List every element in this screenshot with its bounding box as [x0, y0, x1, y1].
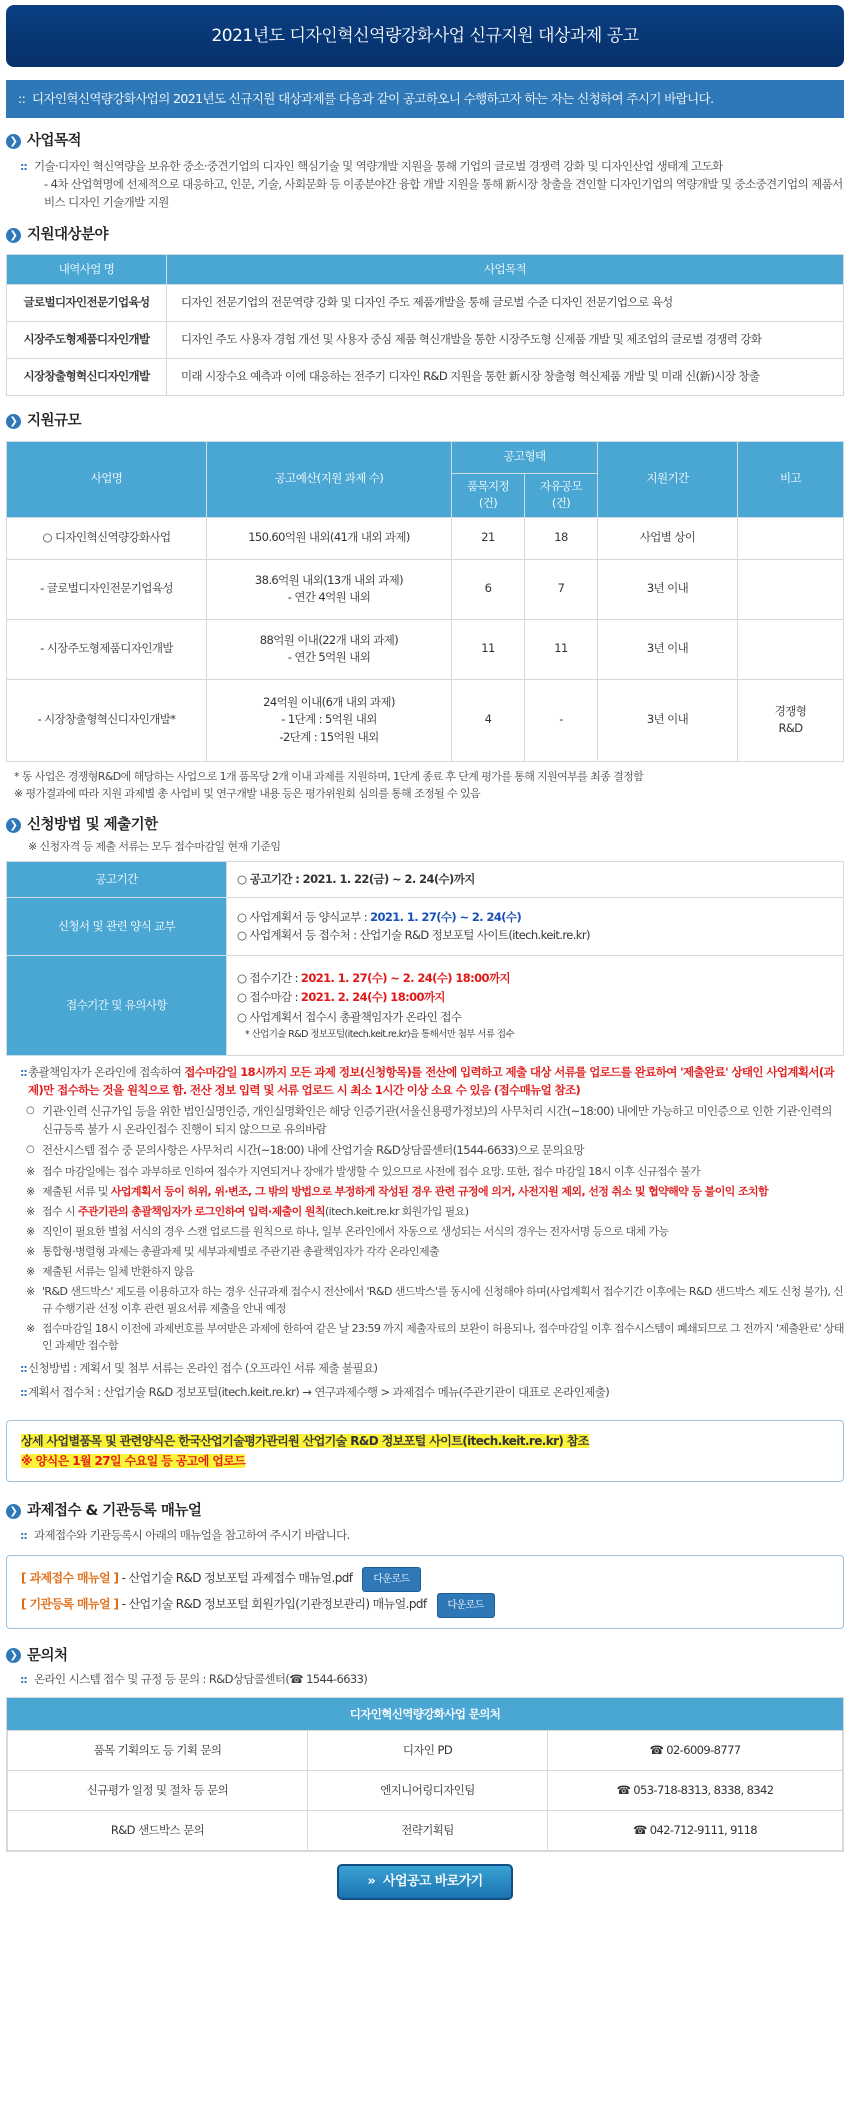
announcement-link-button[interactable]: [337, 1864, 513, 1900]
date-value: 2021. 2. 24(수) 18:00까지: [300, 990, 445, 1005]
table-cell: [738, 517, 844, 559]
chevron-right-icon: ❯: [6, 134, 21, 149]
table-header: 신청서 및 관련 양식 교부: [7, 898, 227, 956]
table-cell: [738, 619, 844, 679]
apply-sub: ※ 신청자격 등 제출 서류는 모두 접수마감일 현재 기준임: [28, 840, 281, 854]
notice-item: ※ 'R&D 샌드박스' 제도를 이용하고자 하는 경우 신규과제 접수시 전산에서 'R&D 샌드박스'를 동시에 신청해야 하며(사업계획서 접수기간 이후에는 R&D 샌드박스 제도 신청 불가), 신규 수행기관 선정 이후 관련 필요서류 제출을 안내 예정: [6, 1283, 844, 1317]
table-cell: 11: [525, 619, 598, 679]
table-cell: ○ 사업계획서 등 접수처 : 산업기술 R&D 정보포털 사이트(itech.keit.re.kr): [237, 927, 590, 942]
chevron-right-icon: ❯: [6, 1504, 21, 1519]
contact-sub: :: 온라인 시스템 접수 및 규정 등 문의 : R&D상담콜센터(☎ 1544-6633): [6, 1671, 844, 1689]
table-cell: ☎ 02-6009-8777: [548, 1730, 843, 1770]
table-cell: 품목 기획의도 등 기획 문의: [8, 1730, 308, 1770]
table-cell: 미래 시장수요 예측과 이에 대응하는 전주기 디자인 R&D 지원을 통한 新시장 창출형 혁신제품 개발 및 미래 신(新)시장 창출: [167, 359, 844, 396]
table-cell: R&D 샌드박스 문의: [8, 1810, 308, 1850]
detail-note: ※ 양식은 1월 27일 수요일 등 공고에 업로드: [21, 1454, 246, 1468]
table-cell: 4: [452, 679, 525, 761]
table-cell: 시장창출형혁신디자인개발: [7, 359, 167, 396]
double-chevron-icon: »: [367, 1873, 376, 1889]
detail-text: 상세 사업별품목 및 관련양식은 한국산업기술평가관리원 산업기술 R&D 정보포털 사이트(itech.keit.re.kr) 참조: [21, 1433, 589, 1448]
section-field: [6, 224, 844, 246]
detail-box: [6, 1420, 844, 1483]
table-cell: 88억원 이내(22개 내외 과제) - 연간 5억원 내외: [207, 619, 452, 679]
table-cell: - 글로벌디자인전문기업육성: [7, 559, 207, 619]
section-title: 신청방법 및 제출기한: [27, 816, 158, 833]
notice-item: ○ 전산시스템 접수 중 문의사항은 사무처리 시간(~18:00) 내에 산업기술 R&D상담콜센터(1544-6633)으로 문의요망: [6, 1142, 844, 1160]
table-cell: ○ 디자인혁신역량강화사업: [7, 517, 207, 559]
table-cell: 디자인 전문기업의 전문역량 강화 및 디자인 주도 제품개발을 통해 글로벌 수준 디자인 전문기업으로 육성: [167, 285, 844, 322]
table-header: 공고기간: [7, 862, 227, 898]
manual-tag: [ 과제접수 매뉴얼 ]: [21, 1570, 119, 1585]
table-header: 사업명: [7, 441, 207, 517]
notice-emphasis: 주관기관의 총괄책임자가 로그인하여 입력·제출이 원칙: [77, 1204, 325, 1218]
table-cell: 경쟁형 R&D: [738, 679, 844, 761]
table-cell: 사업별 상이: [598, 517, 738, 559]
table-cell: ○ 사업계획서 접수시 총괄책임자가 온라인 접수: [237, 1009, 462, 1024]
notice-item: ○ 기관·인력 신규가입 등을 위한 법인실명인증, 개인실명확인은 해당 인증기관(서울신용평가정보)의 사무처리 시간(~18:00) 내에만 가능하고 미인증으로 인한 기관·인력의 신규등록 불가 시 온라인접수 진행이 되지 않으므로 유의바람: [6, 1103, 844, 1139]
table-cell: 전략기획팀: [308, 1810, 548, 1850]
table-cell: [237, 909, 843, 927]
table-cell: ☎ 053-718-8313, 8338, 8342: [548, 1770, 843, 1810]
table-cell: 디자인 PD: [308, 1730, 548, 1770]
table-cell: 디자인 주도 사용자 경험 개선 및 사용자 중심 제품 혁신개발을 통한 시장주도형 신제품 개발 및 제조업의 글로벌 경쟁력 강화: [167, 322, 844, 359]
table-cell: 150.60억원 내외(41개 내외 과제): [207, 517, 452, 559]
table-header: 내역사업 명: [7, 255, 167, 285]
page-title: 2021년도 디자인혁신역량강화사업 신규지원 대상과제 공고: [6, 5, 844, 67]
date-value: 2021. 1. 27(수) ~ 2. 24(수) 18:00까지: [300, 970, 510, 985]
table-cell: [237, 969, 843, 989]
table-header: 품목지정 (건): [452, 473, 525, 517]
table-header: 비고: [738, 441, 844, 517]
label: ○ 접수마감 :: [237, 990, 301, 1005]
button-label: 사업공고 바로가기: [383, 1873, 483, 1889]
table-header: 접수기간 및 유의사항: [7, 956, 227, 1056]
notice-text: 제출된 서류 및: [42, 1184, 111, 1198]
table-cell: 신규평가 일정 및 절차 등 문의: [8, 1770, 308, 1810]
notice-text: 총괄책임자가 온라인에 접속하여: [28, 1065, 185, 1080]
table-cell: [738, 559, 844, 619]
intro-banner: [6, 80, 844, 118]
table-header: 사업목적: [167, 255, 844, 285]
table-cell: 7: [525, 559, 598, 619]
section-contact: [6, 1645, 844, 1667]
section-title: 사업목적: [27, 133, 82, 149]
apply-table: [6, 861, 844, 1056]
section-title: 과제접수 & 기관등록 매뉴얼: [27, 1503, 202, 1520]
section-title: 문의처: [27, 1647, 68, 1664]
notice-emphasis: 접수마감일 18시까지 모든 과제 정보(신청항목)를 전산에 입력하고 제출 대상 서류를 업로드를 완료하여 '제출완료' 상태인 사업계획서(과제)만 접수하는 것을 원칙으로 함. 전산 정보 입력 및 서류 업로드 시 최소 1시간 이상 소요: [28, 1065, 835, 1098]
intro-text: 디자인혁신역량강화사업의 2021년도 신규지원 대상과제를 다음과 같이 공고하오니 수행하고자 하는 자는 신청하여 주시기 바랍니다.: [32, 91, 714, 106]
chevron-right-icon: ❯: [6, 818, 21, 833]
table-header: 공고예산(지원 과제 수): [207, 441, 452, 517]
download-button[interactable]: 다운로드: [437, 1593, 495, 1618]
date-value: 2021. 1. 27(수) ~ 2. 24(수): [370, 910, 522, 925]
manual-item: [ 기관등록 매뉴얼 ] - 산업기술 R&D 정보포털 회원가입(기관정보관리) 매뉴얼.pdf 다운로드: [21, 1592, 829, 1618]
table-cell: ☎ 042-712-9111, 9118: [548, 1810, 843, 1850]
table-cell: -: [525, 679, 598, 761]
table-header: 공고형태: [452, 441, 598, 473]
section-title: 지원규모: [27, 413, 82, 430]
notice-item: :: 계획서 접수처 : 산업기술 R&D 정보포털(itech.keit.re.kr) → 연구과제수행 > 과제접수 메뉴(주관기관이 대표로 온라인제출): [6, 1384, 844, 1402]
purpose-detail: - 4차 산업혁명에 선제적으로 대응하고, 인문, 기술, 사회문화 등 이종분야간 융합 개발 지원을 통해 新시장 창출을 견인할 디자인기업의 역량개발 및 중소중견기업의 제품서비스 디자인 기술개발 지원: [44, 177, 843, 210]
notice-item: ※ 직인이 필요한 별첨 서식의 경우 스캔 업로드를 원칙으로 하나, 일부 온라인에서 자동으로 생성되는 서식의 경우는 전자서명 등으로 대체 가능: [6, 1223, 844, 1240]
table-cell: - 시장창출형혁신디자인개발*: [7, 679, 207, 761]
manual-tag: [ 기관등록 매뉴얼 ]: [21, 1596, 119, 1611]
contact-table: [6, 1697, 844, 1852]
table-cell: * 산업기술 R&D 정보포털(itech.keit.re.kr)을 통해서만 첨부 서류 접수: [245, 1029, 515, 1041]
table-header: 자유공모 (건): [525, 473, 598, 517]
table-cell: 시장주도형제품디자인개발: [7, 322, 167, 359]
notice-emphasis: 수 있음 (접수매뉴얼 참조): [455, 1083, 581, 1098]
notice-emphasis: 사업계획서 등이 허위, 위·변조, 그 밖의 방법으로 부정하게 작성된 경우 관련 규정에 의거, 사전지원 제외, 선정 취소 및 협약해약 등 불이익 조치함: [110, 1184, 769, 1198]
notice-item: [6, 1183, 844, 1200]
table-header: 지원기간: [598, 441, 738, 517]
download-button[interactable]: 다운로드: [362, 1567, 420, 1592]
scale-note: * 동 사업은 경쟁형R&D에 해당하는 사업으로 1개 품목당 2개 이내 과제를 지원하며, 1단계 종료 후 단계 평가를 통해 지원여부를 최종 결정함: [14, 769, 644, 783]
notice-text: 접수 시: [42, 1204, 78, 1218]
manual-box: [6, 1555, 844, 1629]
table-cell: 3년 이내: [598, 559, 738, 619]
notice-item: ※ 통합형·병렬형 과제는 총괄과제 및 세부과제별로 주관기관 총괄책임자가 각각 온라인제출: [6, 1243, 844, 1260]
table-cell: 24억원 이내(6개 내외 과제) - 1단계 : 5억원 내외 -2단계 : 15억원 내외: [207, 679, 452, 761]
table-cell: 엔지니어링디자인팀: [308, 1770, 548, 1810]
section-scale: [6, 410, 844, 432]
scale-table: [6, 441, 844, 762]
bullet-icon: ::: [18, 91, 26, 106]
table-cell: 3년 이내: [598, 679, 738, 761]
section-apply: [6, 814, 844, 836]
table-cell: - 시장주도형제품디자인개발: [7, 619, 207, 679]
notice-item: [6, 1064, 844, 1100]
manual-sub: :: 과제접수와 기관등록시 아래의 매뉴얼을 참고하여 주시기 바랍니다.: [6, 1527, 844, 1545]
table-cell: 21: [452, 517, 525, 559]
table-cell: 18: [525, 517, 598, 559]
notice-item: ※ 접수마감일 18시 이전에 과제번호를 부여받은 과제에 한하여 같은 날 23:59 까지 제출자료의 보완이 허용되나, 접수마감일 이후 접수시스템이 폐쇄되므로 그 전까지 '제출완료' 상태인 과제만 접수함: [6, 1320, 844, 1354]
notice-item: :: 신청방법 : 계획서 및 첨부 서류는 온라인 접수 (오프라인 서류 제출 불필요): [6, 1360, 844, 1378]
table-cell: 38.6억원 내외(13개 내외 과제) - 연간 4억원 내외: [207, 559, 452, 619]
manual-item: [ 과제접수 매뉴얼 ] - 산업기술 R&D 정보포털 과제접수 매뉴얼.pdf 다운로드: [21, 1566, 829, 1592]
contact-header: 디자인혁신역량강화사업 문의처: [7, 1698, 843, 1730]
section-title: 지원대상분야: [27, 226, 109, 243]
table-cell: 글로벌디자인전문기업육성: [7, 285, 167, 322]
notice-item: [6, 1203, 844, 1220]
notice-item: ※ 접수 마감일에는 접수 과부하로 인하여 접수가 지연되거나 장애가 발생할 수 있으므로 사전에 접수 요망. 또한, 접수 마감일 18시 이후 신규접수 불가: [6, 1163, 844, 1180]
chevron-right-icon: ❯: [6, 414, 21, 429]
table-cell: 6: [452, 559, 525, 619]
section-purpose: [6, 130, 844, 152]
purpose-line: :: 기술·디자인 혁신역량을 보유한 중소·중견기업의 디자인 핵심기술 및 역량개발 지원을 통해 기업의 글로벌 경쟁력 강화 및 디자인산업 생태계 고도화: [6, 158, 844, 176]
notice-item: ※ 제출된 서류는 일체 반환하지 않음: [6, 1263, 844, 1280]
table-cell: ○ 공고기간 : 2021. 1. 22(금) ~ 2. 24(수)까지: [227, 862, 844, 898]
notice-text: (itech.keit.re.kr 회원가입 필요): [324, 1204, 469, 1218]
label: ○ 접수기간 :: [237, 970, 301, 985]
chevron-right-icon: ❯: [6, 1648, 21, 1663]
table-cell: 11: [452, 619, 525, 679]
chevron-right-icon: ❯: [6, 228, 21, 243]
section-manual: [6, 1500, 844, 1522]
manual-file[interactable]: 산업기술 R&D 정보포털 과제접수 매뉴얼.pdf: [128, 1570, 353, 1585]
table-cell: [237, 988, 843, 1008]
field-table: [6, 254, 844, 396]
label: ○ 사업계획서 등 양식교부 :: [237, 910, 371, 925]
scale-note: ※ 평가결과에 따라 지원 과제별 총 사업비 및 연구개발 내용 등은 평가위원회 심의를 통해 조정될 수 있음: [14, 786, 481, 800]
table-cell: 3년 이내: [598, 619, 738, 679]
manual-file[interactable]: 산업기술 R&D 정보포털 회원가입(기관정보관리) 매뉴얼.pdf: [128, 1596, 427, 1611]
